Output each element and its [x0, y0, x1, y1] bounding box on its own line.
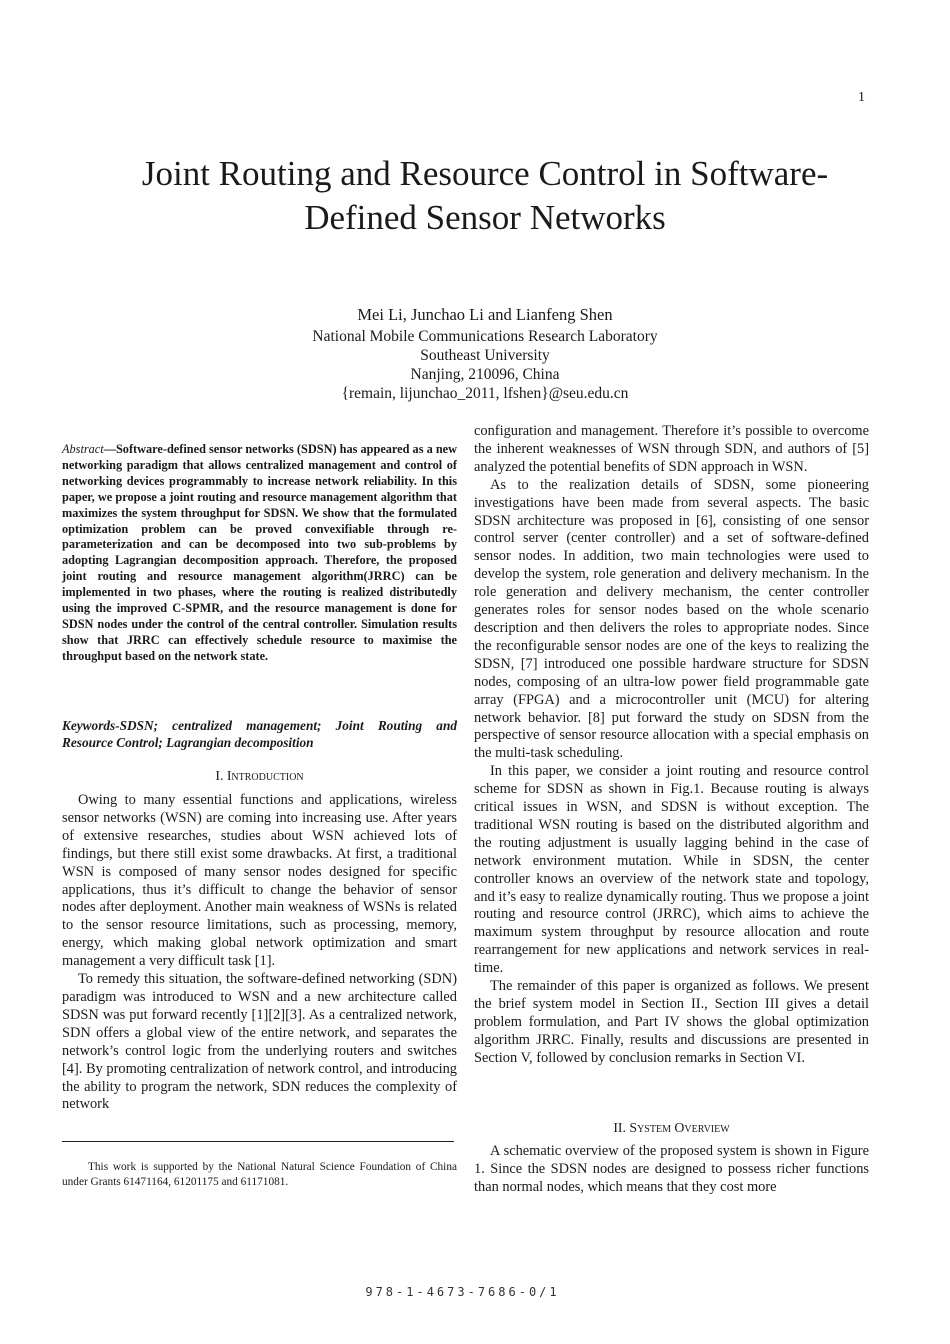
paragraph: As to the realization details of SDSN, some pioneering investigations have been made from several aspects. The basic SDSN architecture was proposed in [6], consisting of one sensor control server (center controller) and a set of software-defined sensor nodes. In addition, two main technologies were used to develop the system, role generation and delivery mechanism. In the role generation and delivery mechanism, the center controller generates roles for sensor nodes based on the whole scenario description and then delivers the roles to appropriate nodes. Since the reconfigurable sensor nodes are one of the keys to realizing the SDSN, [7] introduced one possible hardware structure for SDSN nodes, composing of an ultra-low power field programmable gate array (FPGA) and a microcontroller unit (MCU) for altering network behavior. [8] put forward the study on SDSN from the perspective of sensor resource allocation with a special emphasis on the multi-task scheduling. [474, 476, 869, 762]
page-number: 1 [858, 90, 865, 105]
abstract-lead: Abstract [62, 442, 104, 456]
paragraph: The remainder of this paper is organized as follows. We present the brief system model in Section II., Section III gives a detail problem formulation, and Part IV shows the global optimization algorithm JRRC. Finally, results and discussions are presented in Section V, followed by conclusion remarks in Section VI. [474, 978, 869, 1066]
isbn-footer: 978-1-4673-7686-0/1 [365, 1285, 560, 1299]
author-location: Nanjing, 210096, China [410, 366, 560, 383]
paragraph: configuration and management. Therefore it’s possible to overcome the inherent weaknesses of WSN through SDN, and authors of [5] analyzed the potential benefits of SDN approach in WSN. [474, 423, 869, 475]
paragraph: To remedy this situation, the software-defined networking (SDN) paradigm was introduced to WSN and a new architecture called SDSN was put forward recently [1][2][3]. As a centralized network, SDN offers a global view of the entire network, and separates the network’s control logic from the underlying routers and switches [4]. By promoting centralization of network control, and introducing the ability to program the network, SDN reduces the complexity of network [62, 971, 457, 1113]
system-overview-text [474, 1143, 869, 1197]
footnote-divider [62, 1141, 454, 1142]
section-heading-system-overview: II. System Overview [613, 1120, 730, 1135]
paragraph: Owing to many essential functions and applications, wireless sensor networks (WSN) are coming into increasing use. After years of extensive researches, studies about WSN achieved lots of findings, but there still exist some drawbacks. At first, a traditional WSN is composed of many sensor nodes designed for specific applications, thus it’s difficult to change the behavior of sensor nodes after deployment. Another main weakness of WSNs is related to the sensor resource limitations, such as processing, memory, energy, which making global network optimization and smart management a very difficult task [1]. [62, 792, 457, 970]
right-column-text [474, 423, 869, 1068]
keywords: Keywords-SDSN; centralized management; Joint Routing and Resource Control; Lagrangian decomposition [62, 718, 457, 750]
abstract-text: —Software-defined sensor networks (SDSN) has appeared as a new networking paradigm that allows centralized management and control of networking devices programmably to increase network reliability. In this paper, we propose a joint routing and resource management algorithm that maximizes the system throughput for SDSN. We show that the formulated optimization problem can be proved convexifiable through re-parameterization and can be decomposed into two sub-problems by adopting Lagrangian decomposition approach. Therefore, the proposed joint routing and resource management algorithm(JRRC) can be implemented in two phases, where the routing is realized distributedly using the improved C-SPMR, and the resource management is done for SDSN nodes under the control of the central controller. Simulation results show that JRRC can effectively schedule resource to maximise the throughput based on the network state. [62, 442, 457, 663]
introduction-text [62, 792, 457, 1114]
author-emails: {remain, lijunchao_2011, lfshen}@seu.edu.cn [341, 385, 629, 402]
author-names: Mei Li, Junchao Li and Lianfeng Shen [357, 305, 613, 324]
paragraph: In this paper, we consider a joint routing and resource control scheme for SDSN as shown in Fig.1. Because routing is always critical issues in WSN, and SDSN is without exception. The traditional WSN routing is based on the distributed algorithm and the routing adjustment is usually lagging behind in the case of network environment mutation. While in SDSN, the center controller knows an overview of the network state and topology, and it’s easy to realize dynamically routing. Thus we propose a joint routing and resource control (JRRC), which aims to achieve the maximum system throughput by resource allocation and route rearrangement for new applications and network services in real-time. [474, 763, 869, 977]
author-affiliation-university: Southeast University [420, 347, 550, 364]
section-heading-introduction: I. Introduction [215, 768, 304, 783]
author-block [0, 305, 950, 403]
paragraph: A schematic overview of the proposed system is shown in Figure 1. Since the SDSN nodes are designed to possess richer functions than normal nodes, which means that they cost more [474, 1143, 869, 1195]
author-affiliation-lab: National Mobile Communications Research Laboratory [312, 328, 658, 345]
abstract [62, 442, 457, 665]
paper-title: Joint Routing and Resource Control in Software-Defined Sensor Networks [141, 154, 829, 237]
footnote: This work is supported by the National Natural Science Foundation of China under Grants 61471164, 61201175 and 61171081. [62, 1161, 457, 1188]
